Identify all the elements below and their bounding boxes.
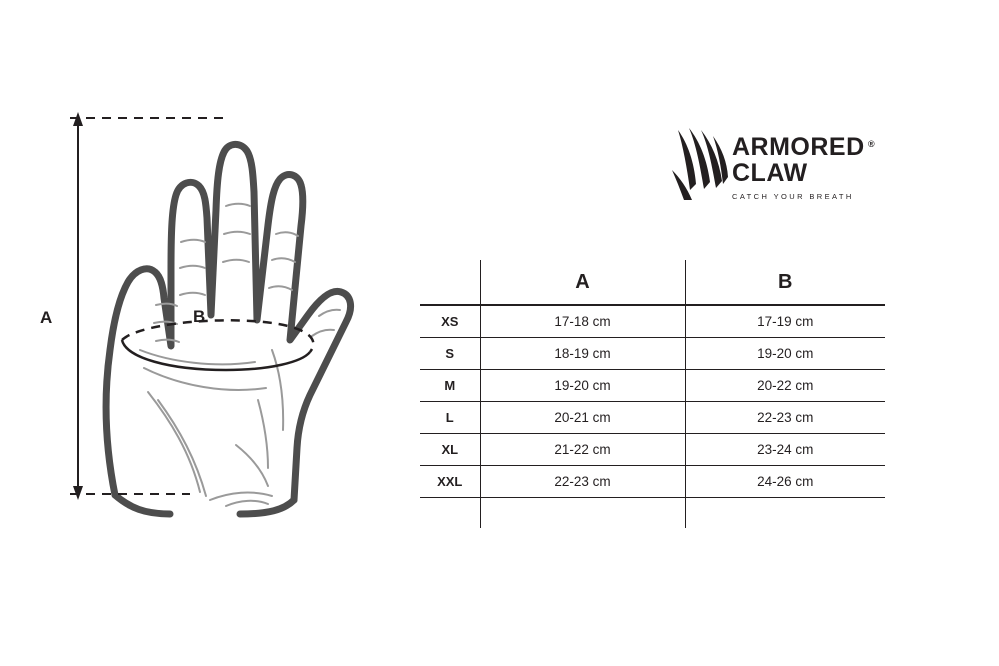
cell-size: M: [420, 370, 480, 402]
cell-measure-a: 22-23 cm: [480, 466, 685, 498]
cell-measure-b: 24-26 cm: [685, 466, 885, 498]
registered-trademark-icon: ®: [868, 139, 875, 149]
header-measure-a: A: [480, 260, 685, 305]
cell-measure-b: 23-24 cm: [685, 434, 885, 466]
header-size: [420, 260, 480, 305]
brand-tagline: CATCH YOUR BREATH: [732, 192, 854, 201]
brand-line-1-text: ARMORED: [732, 133, 865, 161]
cell-measure-a: 17-18 cm: [480, 305, 685, 338]
claw-slashes-icon: [672, 128, 728, 207]
cell-measure-b: 17-19 cm: [685, 305, 885, 338]
cell-measure-a: 20-21 cm: [480, 402, 685, 434]
cell-size: S: [420, 338, 480, 370]
table-row: [420, 338, 885, 370]
size-chart-table: [420, 260, 885, 528]
cell-measure-a: 21-22 cm: [480, 434, 685, 466]
cell-measure-a: 19-20 cm: [480, 370, 685, 402]
brand-logo: [672, 128, 902, 208]
cell-size: XXL: [420, 466, 480, 498]
spacer-cell: [420, 498, 480, 529]
table-row: [420, 402, 885, 434]
table-footer-spacer-row: [420, 498, 885, 529]
table-row: [420, 434, 885, 466]
table-row: [420, 370, 885, 402]
measurement-a-guides: [70, 112, 228, 500]
table-header-row: [420, 260, 885, 305]
brand-line-2: CLAW: [732, 159, 808, 187]
cell-size: XS: [420, 305, 480, 338]
cell-measure-a: 18-19 cm: [480, 338, 685, 370]
hand-measurement-diagram: [40, 100, 440, 530]
dimension-label-b: B: [193, 307, 206, 326]
dimension-label-a: A: [40, 308, 53, 327]
spacer-cell: [480, 498, 685, 529]
cell-size: XL: [420, 434, 480, 466]
brand-line-1: [732, 133, 875, 161]
measurement-b-guides: [122, 320, 313, 370]
cell-measure-b: 19-20 cm: [685, 338, 885, 370]
cell-measure-b: 20-22 cm: [685, 370, 885, 402]
table-row: [420, 305, 885, 338]
table-row: [420, 466, 885, 498]
hand-outline-illustration: [40, 100, 440, 530]
cell-measure-b: 22-23 cm: [685, 402, 885, 434]
cell-size: L: [420, 402, 480, 434]
header-measure-b: B: [685, 260, 885, 305]
spacer-cell: [685, 498, 885, 529]
brand-wordmark: [732, 134, 902, 201]
